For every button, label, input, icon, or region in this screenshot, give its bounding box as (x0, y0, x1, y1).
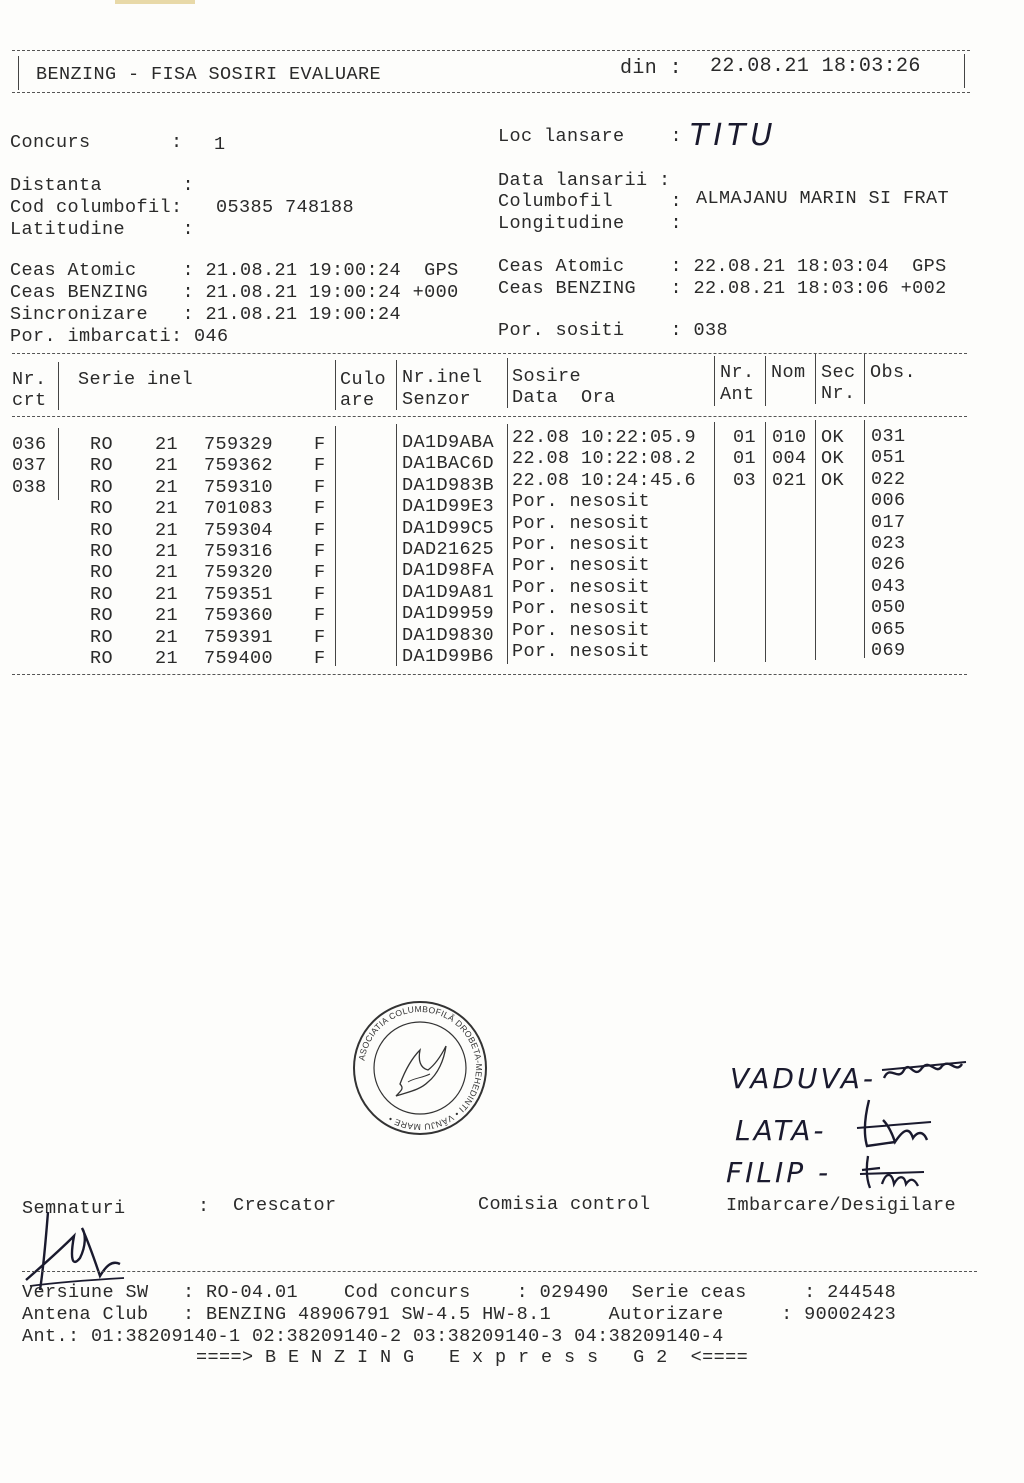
cell-nom: 010 (772, 427, 807, 448)
cell-obs: 051 (871, 447, 906, 469)
loc-value-handwritten: TITU (690, 118, 778, 153)
header-culo: Culo (340, 369, 387, 390)
cell-country: RO (90, 476, 114, 498)
header-crt: crt (12, 390, 47, 411)
cell-sosire: 22.08 10:22:08.2 (512, 448, 697, 470)
cell-ring: 759400 (204, 648, 274, 669)
cell-ring: 759360 (204, 605, 274, 627)
page-title: BENZING - FISA SOSIRI EVALUARE (36, 64, 382, 85)
concurs-label: Concurs : (10, 132, 183, 153)
columbofil-label: Columbofil : (498, 191, 683, 212)
cell-sec: OK (821, 448, 845, 470)
signature-scribble-1 (880, 1052, 970, 1092)
cell-ant: 03 (733, 469, 757, 491)
cell-sex: F (314, 562, 326, 584)
cell-country: RO (90, 455, 114, 477)
header-sec-nr: Nr. (821, 383, 856, 404)
cod-columbofil-value: 05385 748188 (216, 197, 355, 218)
col-line-serie (335, 426, 336, 666)
handwritten-name-2: LATA- (735, 1114, 827, 1147)
col-line-sec-head (864, 354, 865, 404)
cell-sosire: 22.08 10:22:05.9 (512, 427, 697, 448)
paper-mark (115, 0, 195, 4)
data-lansarii-label: Data lansarii : (498, 170, 671, 191)
cell-ring: 759320 (204, 562, 274, 584)
cell-obs: 026 (871, 554, 906, 576)
concurs-value: 1 (214, 134, 226, 155)
cell-sosire: Por. nesosit (512, 534, 651, 555)
cell-year: 21 (155, 434, 179, 455)
cell-year: 21 (155, 562, 179, 584)
footer-antennas: Ant.: 01:38209140-1 02:38209140-2 03:38209140-3 04:38209140-4 (22, 1326, 724, 1347)
col-line-culo-head (396, 360, 397, 410)
cell-senzor: DA1D9830 (402, 624, 495, 646)
cell-sex: F (314, 498, 326, 520)
cell-ant: 01 (733, 427, 757, 448)
cod-columbofil-label: Cod columbofil: (10, 197, 183, 218)
cell-country: RO (90, 583, 114, 605)
header-serie-inel: Serie inel (78, 369, 194, 390)
por-sositi: Por. sositi : 038 (498, 320, 729, 341)
cell-ring: 759304 (204, 519, 274, 541)
semnaturi-label: Semnaturi (22, 1198, 126, 1219)
cell-ring: 759351 (204, 583, 274, 605)
footer-version: Versiune SW : RO-04.01 Cod concurs : 029490 Serie ceas : 244548 (22, 1282, 897, 1303)
cell-country: RO (90, 605, 114, 627)
distanta-label: Distanta : (10, 175, 195, 196)
table-bottom-border (12, 674, 967, 675)
cell-country: RO (90, 434, 114, 455)
date-value: 22.08.21 18:03:26 (710, 55, 921, 78)
cell-sosire: Por. nesosit (512, 512, 651, 534)
header-data-ora: Data Ora (512, 387, 616, 408)
col-line-senzor-head (507, 358, 508, 408)
clock-right-benzing: Ceas BENZING : 22.08.21 18:03:06 +002 (498, 278, 947, 299)
col-line-culo (396, 424, 397, 666)
col-line-sosire-head (714, 356, 715, 406)
cell-country: RO (90, 541, 114, 562)
header-bottom-border (12, 92, 970, 93)
header-sec: Sec (821, 362, 856, 383)
header-nr-inel: Nr.inel (402, 367, 483, 388)
date-label: din : (620, 57, 683, 80)
cell-nr: 036 (12, 434, 47, 455)
cell-ring: 759362 (204, 455, 274, 477)
cell-sec: OK (821, 427, 845, 448)
cell-obs: 031 (871, 426, 906, 447)
cell-nom: 004 (772, 448, 807, 470)
cell-obs: 043 (871, 575, 906, 597)
header-right-border (964, 54, 965, 88)
cell-year: 21 (155, 498, 179, 520)
cell-ant: 01 (733, 448, 757, 470)
handwritten-name-3: FILIP - (726, 1156, 832, 1189)
col-line-ant (765, 422, 766, 662)
header-are: are (340, 390, 375, 411)
cell-obs: 050 (871, 597, 906, 619)
footer-brand: ====> B E N Z I N G E x p r e s s G 2 <==== (196, 1347, 749, 1368)
cell-country: RO (90, 519, 114, 541)
cell-sex: F (314, 648, 326, 669)
clock-left-benzing: Ceas BENZING : 21.08.21 19:00:24 +000 (10, 282, 459, 303)
cell-senzor: DA1BAC6D (402, 453, 495, 475)
cell-year: 21 (155, 605, 179, 627)
svg-text:ASOCIATIA COLUMBOFILĂ DROBETA- (356, 1004, 484, 1132)
cell-nr: 037 (12, 455, 47, 477)
cell-year: 21 (155, 583, 179, 605)
cell-obs: 023 (871, 533, 906, 554)
cell-senzor: DA1D99E3 (402, 496, 495, 518)
header-ant: Ant (720, 384, 755, 405)
cell-sosire: Por. nesosit (512, 598, 651, 620)
clock-left-sync: Sincronizare : 21.08.21 19:00:24 (10, 304, 402, 325)
cell-senzor: DA1D9ABA (402, 432, 495, 453)
cell-senzor: DA1D99C5 (402, 517, 495, 539)
por-imbarcati: Por. imbarcati: 046 (10, 326, 229, 347)
cell-sex: F (314, 455, 326, 477)
col-line-sosire (714, 422, 715, 662)
cell-nom: 021 (772, 469, 807, 491)
clock-right-atomic: Ceas Atomic : 22.08.21 18:03:04 GPS (498, 256, 947, 277)
club-stamp (350, 998, 490, 1138)
header-obs: Obs. (870, 362, 917, 383)
crescator-label: Crescator (233, 1195, 337, 1216)
cell-obs: 065 (871, 618, 906, 640)
cell-senzor: DA1D9A81 (402, 581, 495, 603)
header-senzor: Senzor (402, 389, 472, 410)
col-line-nom (815, 420, 816, 660)
loc-label: Loc lansare : (498, 126, 683, 147)
cell-year: 21 (155, 648, 179, 669)
cell-obs: 006 (871, 490, 906, 512)
header-top-border (12, 50, 970, 51)
cell-year: 21 (155, 455, 179, 477)
signature-scribble-2 (855, 1096, 935, 1156)
cell-nr: 038 (12, 476, 47, 498)
stamp-icon (350, 998, 490, 1138)
cell-obs: 017 (871, 511, 906, 533)
cell-sex: F (314, 541, 326, 562)
cell-sex: F (314, 434, 326, 455)
comisia-control-label: Comisia control (478, 1194, 651, 1215)
cell-sosire: 22.08 10:24:45.6 (512, 469, 697, 491)
cell-country: RO (90, 562, 114, 584)
cell-ring: 759329 (204, 434, 274, 455)
handwritten-name-1: VADUVA- (730, 1062, 876, 1095)
cell-year: 21 (155, 519, 179, 541)
cell-obs: 069 (871, 640, 906, 661)
col-line-serie-head (335, 360, 336, 410)
cell-year: 21 (155, 626, 179, 648)
cell-sex: F (314, 605, 326, 627)
col-line-nom-head (815, 354, 816, 404)
cell-sosire: Por. nesosit (512, 619, 651, 641)
header-left-border (18, 56, 19, 90)
cell-senzor: DAD21625 (402, 539, 495, 560)
cell-obs: 022 (871, 468, 906, 490)
header-sosire: Sosire (512, 366, 582, 387)
col-line-nr-head (58, 362, 59, 410)
footer-antena: Antena Club : BENZING 48906791 SW-4.5 HW-8.1 Autorizare : 90002423 (22, 1304, 897, 1325)
cell-sex: F (314, 476, 326, 498)
header-nr: Nr. (12, 369, 47, 390)
cell-year: 21 (155, 476, 179, 498)
cell-ring: 759316 (204, 541, 274, 562)
cell-sex: F (314, 626, 326, 648)
table-top-border (12, 353, 967, 354)
header-nom: Nom (771, 362, 806, 383)
header-nr-ant: Nr. (720, 362, 755, 383)
cell-sosire: Por. nesosit (512, 491, 651, 513)
cell-senzor: DA1D983B (402, 474, 495, 496)
signature-scribble-3 (858, 1150, 928, 1194)
cell-country: RO (90, 648, 114, 669)
col-line-senzor (507, 424, 508, 664)
clock-left-atomic: Ceas Atomic : 21.08.21 19:00:24 GPS (10, 260, 459, 281)
cell-country: RO (90, 498, 114, 520)
cell-sec: OK (821, 469, 845, 491)
cell-country: RO (90, 626, 114, 648)
col-line-ant-head (765, 356, 766, 406)
cell-ring: 701083 (204, 498, 274, 520)
cell-sosire: Por. nesosit (512, 555, 651, 577)
imbarcare-label: Imbarcare/Desigilare (726, 1195, 957, 1216)
cell-year: 21 (155, 541, 179, 562)
cell-sex: F (314, 519, 326, 541)
col-line-nr (58, 428, 59, 500)
semnaturi-colon: : (198, 1196, 210, 1217)
cell-senzor: DA1D98FA (402, 560, 495, 582)
columbofil-value: ALMAJANU MARIN SI FRAT (696, 188, 950, 209)
cell-ring: 759310 (204, 476, 274, 498)
stamp-text: ASOCIATIA COLUMBOFILĂ DROBETA-MEHEDINTI • VÂNJU MARE • (356, 1003, 485, 1133)
latitudine-label: Latitudine : (10, 219, 195, 240)
longitudine-label: Longitudine : (498, 213, 683, 234)
col-line-sec (864, 420, 865, 658)
cell-sosire: Por. nesosit (512, 576, 651, 598)
cell-ring: 759391 (204, 626, 274, 648)
footer-separator (22, 1271, 977, 1272)
cell-senzor: DA1D99B6 (402, 646, 495, 667)
cell-senzor: DA1D9959 (402, 603, 495, 625)
cell-sex: F (314, 583, 326, 605)
header-separator (12, 416, 967, 417)
cell-sosire: Por. nesosit (512, 641, 651, 662)
